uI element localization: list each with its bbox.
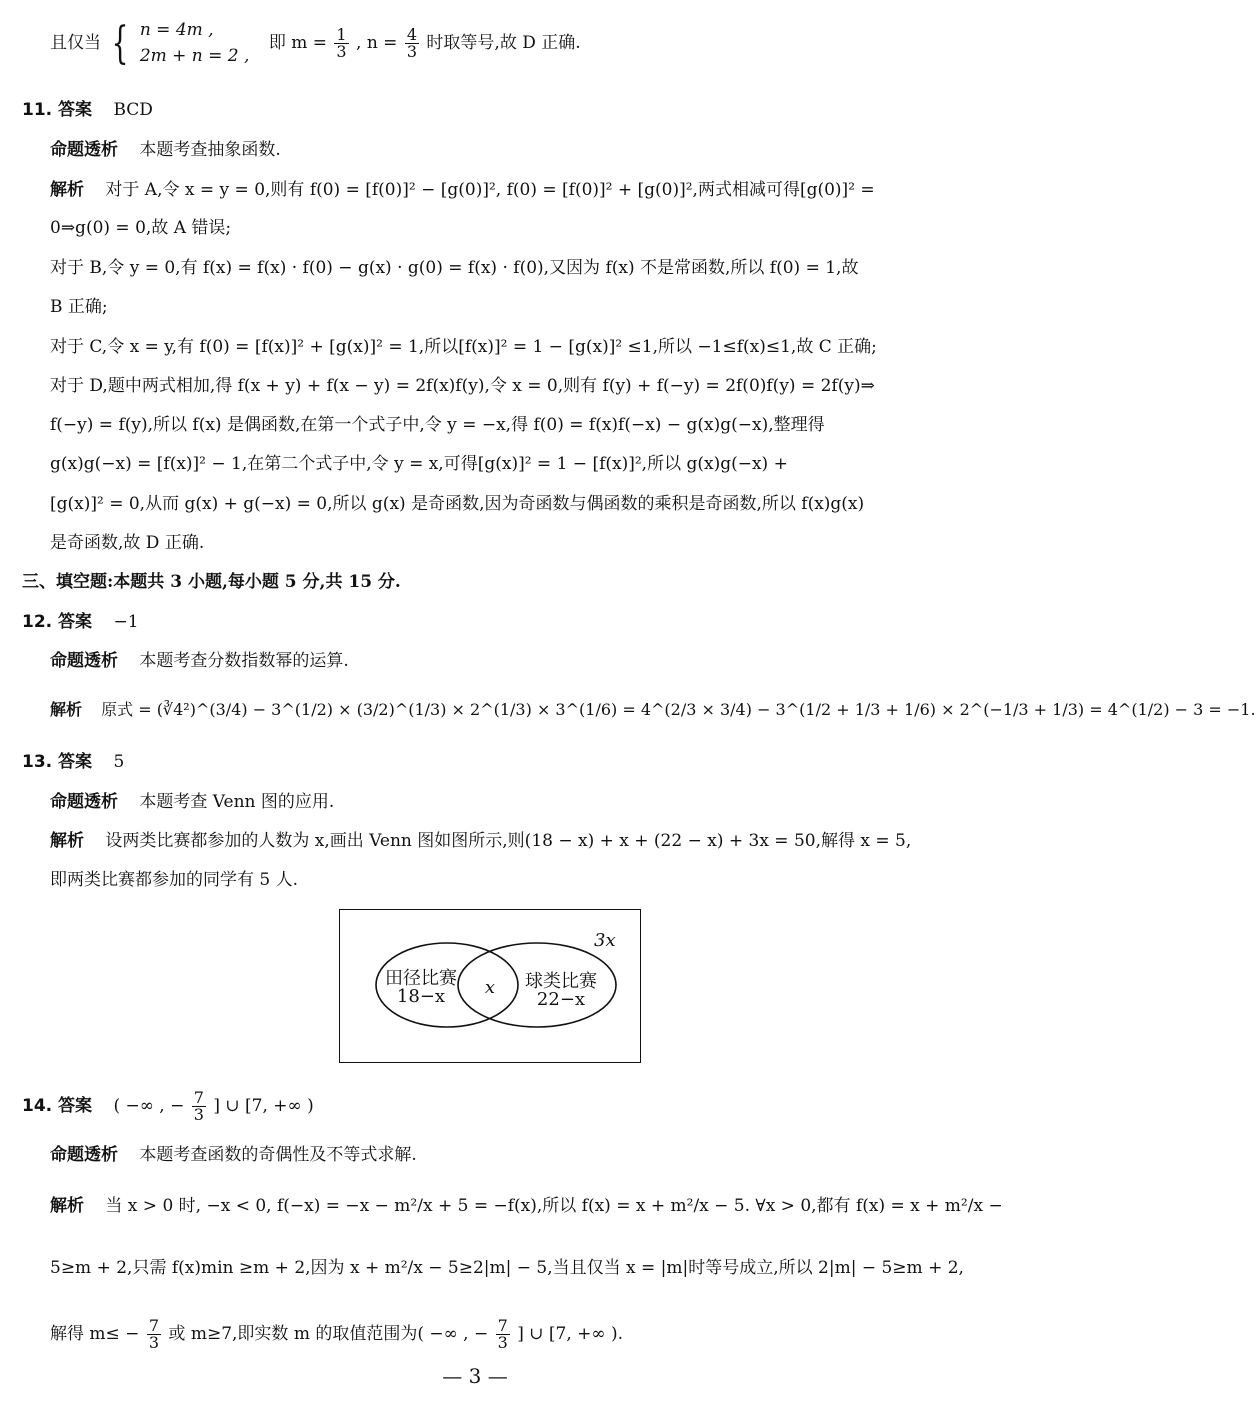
page-number: — 3 — [442,1364,508,1388]
venn-diagram [339,909,641,1063]
q11-analysis-line-4: B 正确; [50,297,108,317]
q11-analysis-line-5: 对于 C,令 x = y,有 f(0) = [f(x)]² + [g(x)]² = 1,所以[f(x)]² = 1 − [g(x)]² ≤1,所以 −1≤f(x)≤1,故 C 正确; [50,337,877,357]
q13-analysis-line-1: 解析 设两类比赛都参加的人数为 x,画出 Venn 图如图所示,则(18 − x) + x + (22 − x) + 3x = 50,解得 x = 5, [50,831,912,851]
q11-analysis-line-2: 0⇒g(0) = 0,故 A 错误; [50,218,232,238]
q11-answer: 11. 答案 BCD [22,100,153,120]
left-set-value: 18−x [396,986,446,1007]
intersection-value: x [484,977,496,998]
q13-topic: 命题透析 本题考查 Venn 图的应用. [50,792,335,812]
q11-analysis-line-1: 解析 对于 A,令 x = y = 0,则有 f(0) = [f(0)]² − [g(0)]², f(0) = [f(0)]² + [g(0)]²,两式相减可得[g(0)]² = [50,180,875,200]
q14-answer: 14. 答案 ( −∞ , − $\frac{7}{3}$ ] ∪ [7, +∞ ) [22,1088,314,1124]
fraction-7-3: $\frac{7}{3}$ [193,1088,204,1124]
fraction-7-3-b: $\frac{7}{3}$ [497,1316,508,1352]
text-post: 时取等号,故 D 正确. [426,33,581,53]
q14-analysis-line-1: 解析 当 x > 0 时, −x < 0, f(−x) = −x − m²/x + 5 = −f(x),所以 f(x) = x + m²/x − 5. ∀x > 0,都有 f(x) = x + m²/x − [50,1196,1003,1216]
q11-analysis-line-7: f(−y) = f(y),所以 f(x) 是偶函数,在第一个式子中,令 y = −x,得 f(0) = f(x)f(−x) − g(x)g(−x),整理得 [50,415,825,435]
fraction-1-3: $\frac{1}{3}$ [336,25,347,61]
fraction-7-3-a: $\frac{7}{3}$ [148,1316,160,1352]
right-set-value: 22−x [536,989,586,1010]
q12-analysis: 解析 原式 = (∛4²)^(3/4) − 3^(1/2) × (3/2)^(1/3) × 2^(1/3) × 3^(1/6) = 4^(2/3 × 3/4) − 3^(1/2 + 1/3 + 1/6) × 2^(−1/3 + 1/3) = 4^(1/2) − 3 = −1. [50,700,1256,719]
q11-analysis-line-3: 对于 B,令 y = 0,有 f(x) = f(x) · f(0) − g(x) · g(0) = f(x) · f(0),又因为 f(x) 不是常函数,所以 f(0) = 1,故 [50,258,859,278]
case-2: 2m + n = 2 , [139,45,250,66]
q14-analysis-line-2: 5≥m + 2,只需 f(x)min ≥m + 2,因为 x + m²/x − 5≥2|m| − 5,当且仅当 x = |m|时等号成立,所以 2|m| − 5≥m + 2, [50,1258,964,1278]
right-set-name: 球类比赛 [525,971,597,992]
section-heading: 三、填空题:本题共 3 小题,每小题 5 分,共 15 分. [22,572,401,592]
text-mid: 即 m = [268,33,328,53]
q14-topic: 命题透析 本题考查函数的奇偶性及不等式求解. [50,1145,417,1165]
q13-analysis-line-2: 即两类比赛都参加的同学有 5 人. [50,870,299,890]
q11-topic: 命题透析 本题考查抽象函数. [50,140,281,160]
q11-analysis-line-6: 对于 D,题中两式相加,得 f(x + y) + f(x − y) = 2f(x)f(y),令 x = 0,则有 f(y) + f(−y) = 2f(0)f(y) = 2f(y)⇒ [50,376,875,396]
case-1: n = 4m , [139,20,214,40]
outside-label: 3x [594,930,616,951]
q11-analysis-line-8: g(x)g(−x) = [f(x)]² − 1,在第二个式子中,令 y = x,可得[g(x)]² = 1 − [f(x)]²,所以 g(x)g(−x) + [50,454,788,474]
brace-symbol: { [112,17,129,69]
line-equality-condition [50,18,581,69]
q11-analysis-line-9: [g(x)]² = 0,从而 g(x) + g(−x) = 0,所以 g(x) 是奇函数,因为奇函数与偶函数的乘积是奇函数,所以 f(x)g(x) [50,494,865,514]
q12-answer: 12. 答案 −1 [22,612,139,632]
q11-analysis-line-10: 是奇函数,故 D 正确. [50,533,205,553]
q14-analysis-line-3: 解得 m≤ − $\frac{7}{3}$ 或 m≥7,即实数 m 的取值范围为( −∞ , − $\frac{7}{3}$ ] ∪ [7, +∞ ). [50,1316,624,1352]
case-system [140,18,250,69]
fraction-4-3: $\frac{4}{3}$ [406,25,418,61]
q12-topic: 命题透析 本题考查分数指数幂的运算. [50,651,349,671]
text-pre: 且仅当 [50,33,101,53]
q13-answer: 13. 答案 5 [22,752,125,772]
left-set-name: 田径比赛 [385,968,457,989]
text-mid2: , n = [356,33,398,53]
